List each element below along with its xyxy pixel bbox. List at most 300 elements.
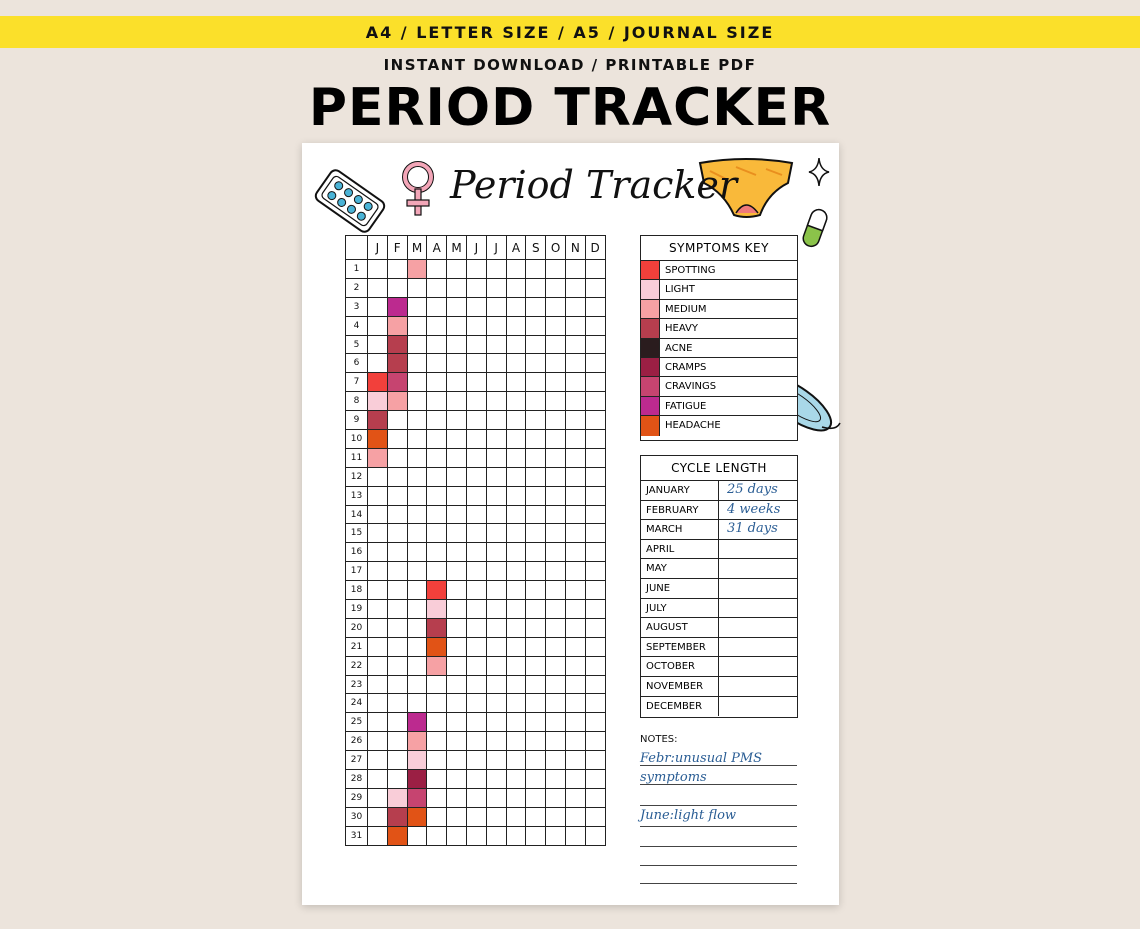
day-cell[interactable] [387,543,407,562]
day-cell[interactable] [427,486,447,505]
day-cell[interactable] [585,411,605,430]
day-cell[interactable] [466,675,486,694]
day-cell[interactable] [447,373,467,392]
day-cell[interactable] [526,543,546,562]
day-cell[interactable] [546,694,566,713]
day-cell[interactable] [407,675,427,694]
day-cell[interactable] [526,581,546,600]
day-cell[interactable] [466,543,486,562]
day-cell[interactable] [407,751,427,770]
day-cell[interactable] [427,637,447,656]
day-cell[interactable] [486,260,506,279]
day-cell[interactable] [407,392,427,411]
day-cell[interactable] [506,751,526,770]
day-cell[interactable] [466,788,486,807]
day-cell[interactable] [506,448,526,467]
day-cell[interactable] [526,637,546,656]
day-cell[interactable] [506,770,526,789]
day-cell[interactable] [407,467,427,486]
day-cell[interactable] [407,448,427,467]
day-cell[interactable] [506,505,526,524]
day-cell[interactable] [526,600,546,619]
day-cell[interactable] [368,505,388,524]
day-cell[interactable] [585,826,605,845]
day-cell[interactable] [387,600,407,619]
day-cell[interactable] [486,826,506,845]
day-cell[interactable] [427,675,447,694]
day-cell[interactable] [565,316,585,335]
day-cell[interactable] [387,807,407,826]
day-cell[interactable] [565,637,585,656]
day-cell[interactable] [407,770,427,789]
day-cell[interactable] [506,354,526,373]
day-cell[interactable] [565,581,585,600]
day-cell[interactable] [466,581,486,600]
day-cell[interactable] [506,373,526,392]
day-cell[interactable] [387,373,407,392]
day-cell[interactable] [447,618,467,637]
day-cell[interactable] [387,354,407,373]
day-cell[interactable] [447,751,467,770]
day-cell[interactable] [447,354,467,373]
day-cell[interactable] [407,826,427,845]
day-cell[interactable] [407,430,427,449]
day-cell[interactable] [546,486,566,505]
day-cell[interactable] [546,392,566,411]
day-cell[interactable] [466,562,486,581]
day-cell[interactable] [585,448,605,467]
day-cell[interactable] [506,260,526,279]
cycle-value[interactable] [719,559,797,578]
day-cell[interactable] [546,562,566,581]
day-cell[interactable] [546,732,566,751]
day-cell[interactable] [486,732,506,751]
day-cell[interactable] [466,618,486,637]
day-cell[interactable] [526,562,546,581]
day-cell[interactable] [526,392,546,411]
day-cell[interactable] [546,260,566,279]
day-cell[interactable] [447,562,467,581]
day-cell[interactable] [466,373,486,392]
day-cell[interactable] [546,448,566,467]
day-cell[interactable] [486,486,506,505]
day-cell[interactable] [546,373,566,392]
day-cell[interactable] [486,713,506,732]
day-cell[interactable] [585,807,605,826]
day-cell[interactable] [526,524,546,543]
day-cell[interactable] [368,732,388,751]
day-cell[interactable] [407,543,427,562]
day-cell[interactable] [546,826,566,845]
day-cell[interactable] [427,524,447,543]
day-cell[interactable] [447,430,467,449]
day-cell[interactable] [585,392,605,411]
day-cell[interactable] [486,316,506,335]
day-cell[interactable] [427,751,447,770]
day-cell[interactable] [486,373,506,392]
day-cell[interactable] [526,505,546,524]
day-cell[interactable] [486,770,506,789]
day-cell[interactable] [368,448,388,467]
day-cell[interactable] [546,807,566,826]
day-cell[interactable] [466,335,486,354]
day-cell[interactable] [565,713,585,732]
day-cell[interactable] [427,732,447,751]
day-cell[interactable] [407,354,427,373]
day-cell[interactable] [447,694,467,713]
day-cell[interactable] [565,656,585,675]
day-cell[interactable] [486,562,506,581]
day-cell[interactable] [506,694,526,713]
day-cell[interactable] [585,278,605,297]
day-cell[interactable] [466,751,486,770]
day-cell[interactable] [407,335,427,354]
day-cell[interactable] [565,297,585,316]
day-cell[interactable] [387,788,407,807]
day-cell[interactable] [585,637,605,656]
day-cell[interactable] [407,297,427,316]
day-cell[interactable] [546,505,566,524]
cycle-value[interactable] [719,540,797,559]
day-cell[interactable] [447,335,467,354]
day-cell[interactable] [407,581,427,600]
day-cell[interactable] [585,373,605,392]
day-cell[interactable] [526,260,546,279]
day-cell[interactable] [447,637,467,656]
day-cell[interactable] [565,562,585,581]
day-cell[interactable] [368,260,388,279]
day-cell[interactable] [427,713,447,732]
day-cell[interactable] [486,448,506,467]
day-cell[interactable] [466,316,486,335]
cycle-value[interactable]: 4 weeks [727,501,781,517]
day-cell[interactable] [387,411,407,430]
day-cell[interactable] [407,524,427,543]
day-cell[interactable] [427,392,447,411]
day-cell[interactable] [368,297,388,316]
day-cell[interactable] [427,467,447,486]
day-cell[interactable] [585,467,605,486]
day-cell[interactable] [407,618,427,637]
day-cell[interactable] [546,770,566,789]
day-cell[interactable] [565,486,585,505]
day-cell[interactable] [565,278,585,297]
day-cell[interactable] [466,430,486,449]
day-cell[interactable] [526,713,546,732]
day-cell[interactable] [585,505,605,524]
day-cell[interactable] [466,524,486,543]
day-cell[interactable] [387,486,407,505]
day-cell[interactable] [526,354,546,373]
day-cell[interactable] [447,826,467,845]
day-cell[interactable] [585,316,605,335]
day-cell[interactable] [368,770,388,789]
day-cell[interactable] [546,297,566,316]
day-cell[interactable] [368,335,388,354]
day-cell[interactable] [387,713,407,732]
day-cell[interactable] [407,732,427,751]
day-cell[interactable] [407,260,427,279]
day-cell[interactable] [486,392,506,411]
cycle-value[interactable] [719,697,797,717]
day-cell[interactable] [368,467,388,486]
day-cell[interactable] [466,448,486,467]
day-cell[interactable] [486,675,506,694]
day-cell[interactable] [407,486,427,505]
day-cell[interactable] [447,392,467,411]
day-cell[interactable] [427,600,447,619]
day-cell[interactable] [447,316,467,335]
day-cell[interactable] [407,562,427,581]
day-cell[interactable] [466,505,486,524]
day-cell[interactable] [486,354,506,373]
day-cell[interactable] [407,807,427,826]
day-cell[interactable] [546,543,566,562]
day-cell[interactable] [368,373,388,392]
day-cell[interactable] [387,260,407,279]
day-cell[interactable] [466,826,486,845]
day-cell[interactable] [368,562,388,581]
day-cell[interactable] [506,411,526,430]
day-cell[interactable] [506,713,526,732]
day-cell[interactable] [466,486,486,505]
day-cell[interactable] [387,656,407,675]
day-cell[interactable] [506,732,526,751]
day-cell[interactable] [368,278,388,297]
day-cell[interactable] [407,600,427,619]
day-cell[interactable] [466,656,486,675]
day-cell[interactable] [565,260,585,279]
day-cell[interactable] [387,751,407,770]
day-cell[interactable] [466,467,486,486]
day-cell[interactable] [407,656,427,675]
day-cell[interactable] [427,316,447,335]
day-cell[interactable] [466,637,486,656]
cycle-value[interactable] [719,638,797,657]
day-cell[interactable] [427,354,447,373]
day-cell[interactable] [526,770,546,789]
day-cell[interactable] [585,430,605,449]
day-cell[interactable] [506,807,526,826]
day-cell[interactable] [368,694,388,713]
day-cell[interactable] [565,826,585,845]
day-cell[interactable] [427,260,447,279]
day-cell[interactable] [466,354,486,373]
day-cell[interactable] [427,656,447,675]
day-cell[interactable] [466,278,486,297]
day-cell[interactable] [565,618,585,637]
day-cell[interactable] [427,430,447,449]
day-cell[interactable] [466,260,486,279]
day-cell[interactable] [546,411,566,430]
day-cell[interactable] [427,826,447,845]
day-cell[interactable] [585,788,605,807]
day-cell[interactable] [427,788,447,807]
day-cell[interactable] [387,694,407,713]
day-cell[interactable] [526,467,546,486]
day-cell[interactable] [526,694,546,713]
day-cell[interactable] [407,788,427,807]
day-cell[interactable] [368,524,388,543]
day-cell[interactable] [447,297,467,316]
day-cell[interactable] [387,618,407,637]
day-cell[interactable] [447,713,467,732]
day-cell[interactable] [565,392,585,411]
cycle-value[interactable] [719,677,797,696]
day-cell[interactable] [447,543,467,562]
day-cell[interactable] [368,637,388,656]
day-cell[interactable] [565,694,585,713]
day-cell[interactable] [546,637,566,656]
day-cell[interactable] [506,826,526,845]
day-cell[interactable] [387,581,407,600]
day-cell[interactable] [486,656,506,675]
day-cell[interactable] [407,373,427,392]
day-cell[interactable] [407,694,427,713]
day-cell[interactable] [526,430,546,449]
day-cell[interactable] [585,600,605,619]
day-cell[interactable] [585,543,605,562]
day-cell[interactable] [526,316,546,335]
day-cell[interactable] [387,392,407,411]
day-cell[interactable] [506,297,526,316]
day-cell[interactable] [585,618,605,637]
day-cell[interactable] [407,505,427,524]
day-cell[interactable] [565,600,585,619]
day-cell[interactable] [466,770,486,789]
day-cell[interactable] [368,581,388,600]
day-cell[interactable] [546,354,566,373]
day-cell[interactable] [447,732,467,751]
day-cell[interactable] [427,411,447,430]
day-cell[interactable] [368,618,388,637]
day-cell[interactable] [466,411,486,430]
day-cell[interactable] [546,524,566,543]
day-cell[interactable] [387,562,407,581]
day-cell[interactable] [565,430,585,449]
day-cell[interactable] [387,448,407,467]
day-cell[interactable] [427,335,447,354]
day-cell[interactable] [585,656,605,675]
day-cell[interactable] [585,354,605,373]
day-cell[interactable] [368,392,388,411]
day-cell[interactable] [387,335,407,354]
day-cell[interactable] [526,656,546,675]
day-cell[interactable] [427,278,447,297]
day-cell[interactable] [585,675,605,694]
day-cell[interactable] [407,411,427,430]
day-cell[interactable] [447,770,467,789]
day-cell[interactable] [565,354,585,373]
day-cell[interactable] [526,411,546,430]
day-cell[interactable] [368,675,388,694]
day-cell[interactable] [526,807,546,826]
day-cell[interactable] [368,751,388,770]
day-cell[interactable] [387,524,407,543]
day-cell[interactable] [387,770,407,789]
day-cell[interactable] [368,354,388,373]
day-cell[interactable] [447,467,467,486]
day-cell[interactable] [466,713,486,732]
day-cell[interactable] [565,543,585,562]
day-cell[interactable] [447,260,467,279]
day-cell[interactable] [368,316,388,335]
day-cell[interactable] [447,486,467,505]
day-cell[interactable] [368,600,388,619]
cycle-value[interactable] [719,618,797,637]
day-cell[interactable] [565,675,585,694]
day-cell[interactable] [565,448,585,467]
day-cell[interactable] [427,581,447,600]
day-cell[interactable] [387,316,407,335]
day-cell[interactable] [486,467,506,486]
day-cell[interactable] [387,278,407,297]
day-cell[interactable] [486,600,506,619]
day-cell[interactable] [546,316,566,335]
day-cell[interactable] [506,788,526,807]
day-cell[interactable] [585,581,605,600]
day-cell[interactable] [546,788,566,807]
day-cell[interactable] [546,675,566,694]
day-cell[interactable] [368,656,388,675]
day-cell[interactable] [526,373,546,392]
day-cell[interactable] [585,335,605,354]
day-cell[interactable] [526,732,546,751]
day-cell[interactable] [546,335,566,354]
day-cell[interactable] [506,675,526,694]
day-cell[interactable] [585,732,605,751]
day-cell[interactable] [506,562,526,581]
day-cell[interactable] [368,713,388,732]
day-cell[interactable] [466,600,486,619]
day-cell[interactable] [427,505,447,524]
day-cell[interactable] [506,486,526,505]
cycle-value[interactable] [719,657,797,676]
day-cell[interactable] [565,524,585,543]
day-cell[interactable] [427,694,447,713]
day-cell[interactable] [427,770,447,789]
day-cell[interactable] [585,713,605,732]
cycle-value[interactable] [719,599,797,618]
day-cell[interactable] [387,732,407,751]
day-cell[interactable] [368,826,388,845]
day-cell[interactable] [526,335,546,354]
day-cell[interactable] [546,713,566,732]
day-cell[interactable] [387,826,407,845]
day-cell[interactable] [427,618,447,637]
day-cell[interactable] [585,524,605,543]
day-cell[interactable] [447,581,467,600]
day-cell[interactable] [387,505,407,524]
day-cell[interactable] [585,486,605,505]
day-cell[interactable] [447,807,467,826]
day-cell[interactable] [368,543,388,562]
day-cell[interactable] [506,316,526,335]
day-cell[interactable] [506,467,526,486]
cycle-value[interactable] [719,579,797,598]
day-cell[interactable] [585,297,605,316]
day-cell[interactable] [486,581,506,600]
day-cell[interactable] [565,467,585,486]
day-cell[interactable] [506,335,526,354]
day-cell[interactable] [565,807,585,826]
day-cell[interactable] [427,297,447,316]
day-cell[interactable] [546,656,566,675]
day-cell[interactable] [486,694,506,713]
day-cell[interactable] [387,430,407,449]
day-cell[interactable] [427,562,447,581]
day-cell[interactable] [526,618,546,637]
